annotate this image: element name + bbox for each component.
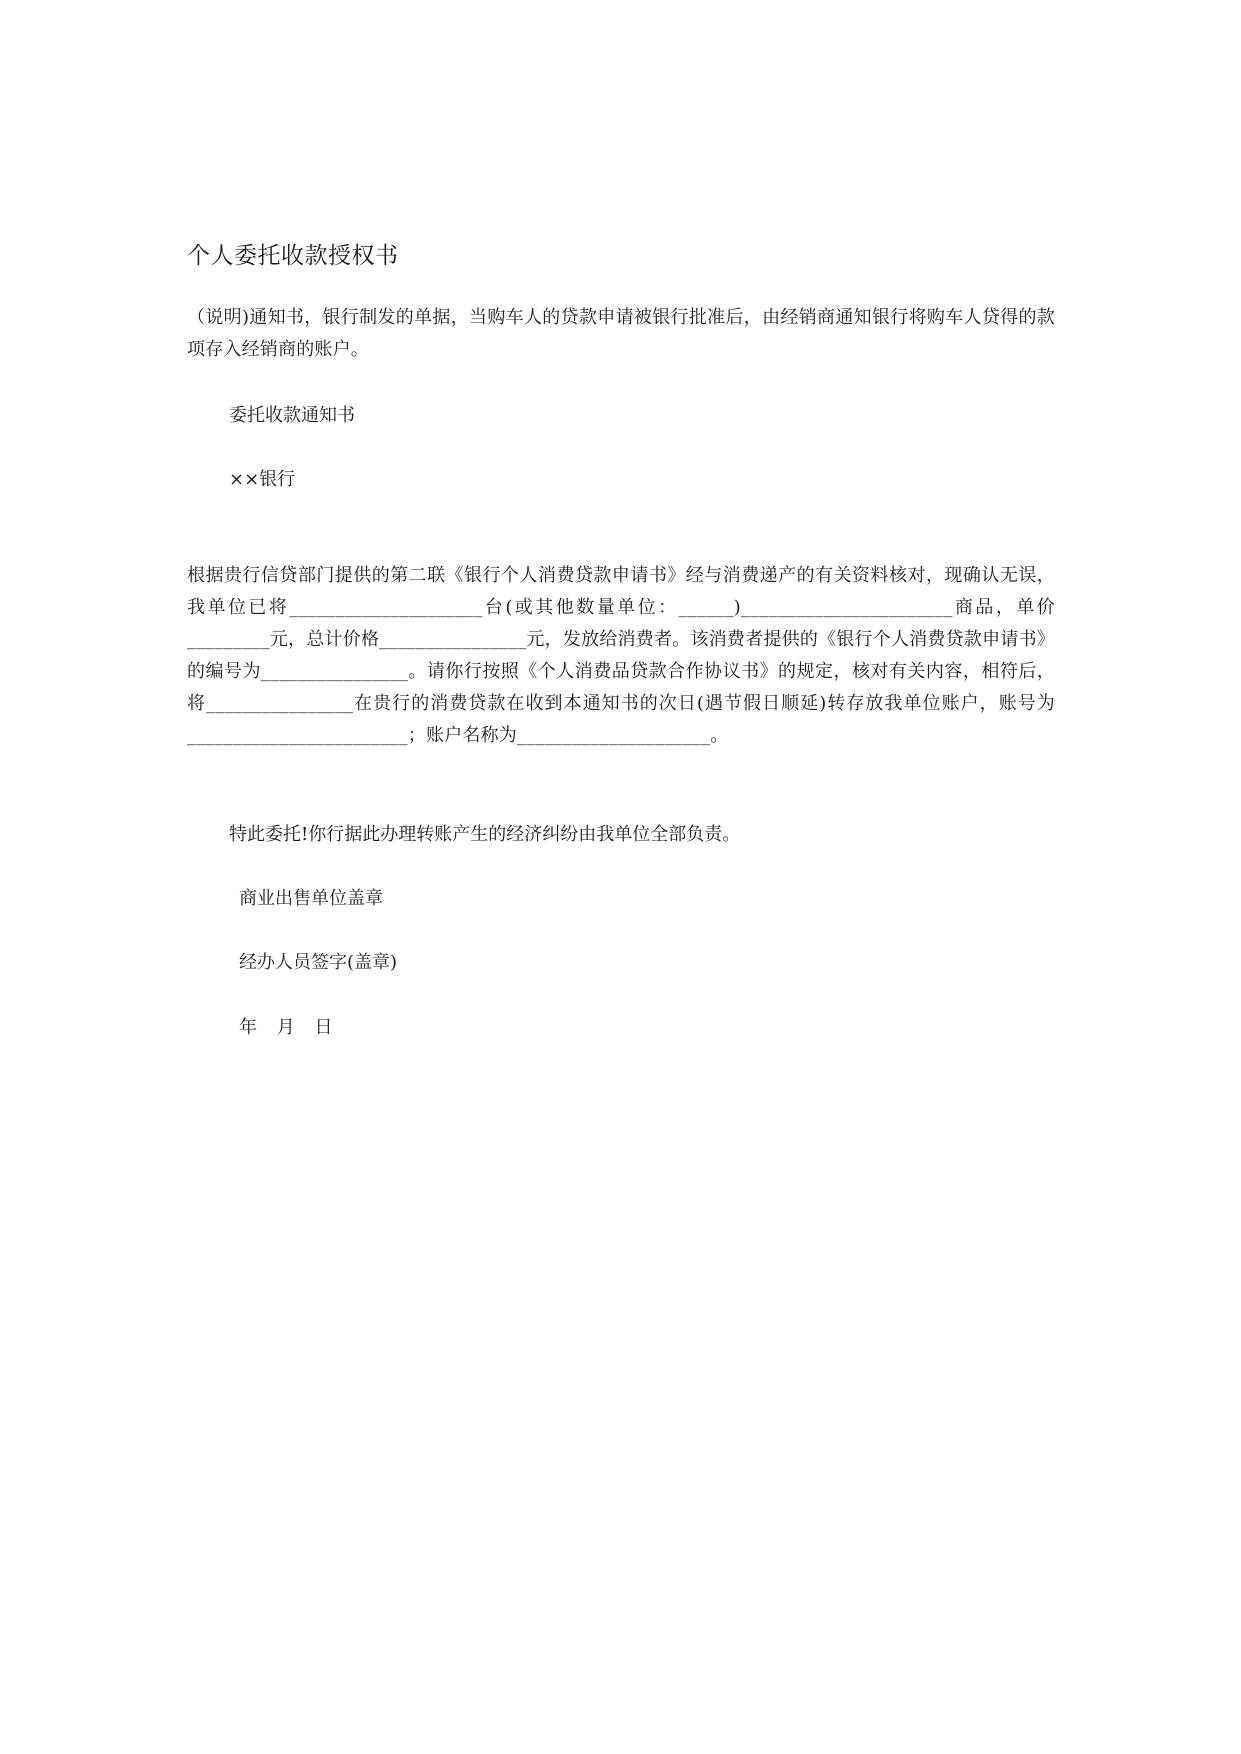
seal-label: 商业出售单位盖章 bbox=[239, 888, 383, 909]
commission-statement: 特此委托!你行据此办理转账产生的经济纠纷由我单位全部负责。 bbox=[229, 824, 741, 845]
explanation-paragraph: （说明)通知书，银行制发的单据，当购车人的贷款申请被银行批准后，由经销商通知银行将购车人贷得的款项存入经销商的账户。 bbox=[187, 307, 1055, 360]
notice-heading: 委托收款通知书 bbox=[229, 405, 355, 426]
bank-name: ××银行 bbox=[229, 469, 296, 490]
date-label: 年 月 日 bbox=[239, 1017, 333, 1038]
signature-label: 经办人员签字(盖章) bbox=[239, 952, 398, 973]
body-paragraph: 根据贵行信贷部门提供的第二联《银行个人消费贷款申请书》经与消费递产的有关资料核对，现确认无误，我单位已将_____________________台(或其他数量单位：______)_______________________商品，单价_________元，总计价格________________元，发放给消费者。该消费者提供的《银行个人消费贷款申请书》的编号为________________。请你行按照《个人消费品贷款合作协议书》的规定，核对有关内容，相符后，将________________在贵行的消费贷款在收到本通知书的次日(遇节假日顺延)转存放我单位账户，账号为________________________；账户名称为_____________________。 bbox=[187, 565, 1055, 746]
document-title: 个人委托收款授权书 bbox=[187, 243, 399, 269]
